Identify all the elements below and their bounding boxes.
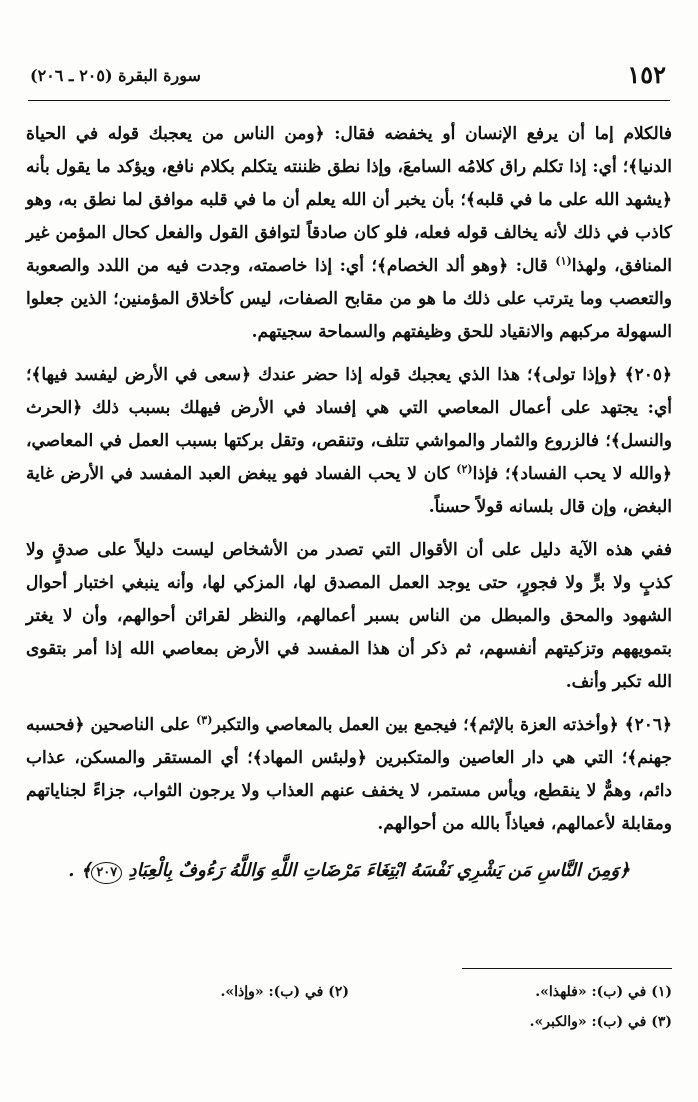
text-span: كان لا يحب الفساد فهو يبغض العبد المفسد في الأرض غاية البغض، وإن قال بلسانه قولاً حسناً. [26, 464, 672, 517]
footnote-row [26, 1007, 672, 1037]
quran-quote: ﴿ومن الناس من يعجبك قوله في الحياة الدنيا﴾ [26, 124, 672, 177]
quran-verse-text: ﴿وَمِنَ النَّاسِ مَن يَشْرِي نَفْسَهُ ابْتِغَاءَ مَرْضَاتِ اللَّهِ وَاللَّهُ رَءُوفٌ بِالْعِبَادِ [128, 860, 630, 881]
footnotes-section [26, 968, 672, 1037]
paragraph-2 [26, 359, 672, 524]
text-span: ؛ أي المستقر والمسكن، عذاب دائم، وهمٌّ لا ينقطع، ويأس مستمر، لا يخفف عنهم العذاب ولا يرجون الثواب، جزاءً لجناياتهم ومقابلة لأعمالهم، فعياذاً بالله من أحوالهم. [26, 748, 672, 834]
footnote-ref-1[interactable]: (١) [555, 254, 572, 268]
quran-verse-close: ﴾ . [68, 860, 92, 881]
text-span: ؛ أي: إذا خاصمته، وجدت فيه من اللدد والصعوبة والتعصب وما يترتب على ذلك ما هو من مقابح الصفات، ليس كأخلاق المؤمنين؛ الذين جعلوا السهولة مركبهم والانقياد للحق وظيفتهم والسماحة سجيتهم. [26, 256, 672, 342]
paragraph-1 [26, 118, 672, 349]
text-span: ؛ فإذا [472, 464, 511, 484]
quran-quote: ﴿وهو ألد الخصام﴾ [376, 256, 509, 276]
main-text [26, 118, 672, 891]
page-header [28, 60, 670, 101]
text-span: على الناصحين [84, 715, 197, 735]
footnote-ref-2[interactable]: (٢) [456, 462, 473, 476]
text-span: فالكلام إما أن يرفع الإنسان أو يخفضه فقال: [324, 124, 673, 144]
text-span: ؛ فيجمع بين العمل بالمعاصي والتكبر [212, 715, 469, 735]
text-span: ؛ أي: يجتهد على أعمال المعاصي التي هي إفساد في الأرض فيهلك بسبب ذلك [26, 365, 672, 418]
running-title: سورة البقرة (٢٠٥ ـ ٢٠٦) [30, 66, 201, 85]
page-number: ١٥٢ [627, 60, 666, 89]
quran-quote: ﴿والله لا يحب الفساد﴾ [510, 464, 673, 484]
ayah-number-marker: ﴿٢٠٥﴾ [624, 365, 672, 385]
paragraph-4 [26, 709, 672, 841]
footnote-divider [462, 968, 672, 969]
text-span: ؛ فالزروع والثمار والمواشي تتلف، وتنقص، وتقل بركتها بسبب العمل في المعاصي، [26, 431, 611, 451]
text-span: ففي هذه الآية دليل على أن الأقوال التي تصدر من الأشخاص ليست دليلاً على صدقٍ ولا كذبٍ ولا برٍّ ولا فجورٍ، حتى يوجد العمل المصدق لها، المزكي لها، وأنه ينبغي اختبار أحوال الشهود والمحق والمبطل من الناس بسبر أعمالهم، والنظر لقرائن أحوالهم، وأن لا يغتر بتمويههم وتزكيتهم أنفسهم، ثم ذكر أن هذا المفسد في الأرض بمعاصي الله إذا أمر بتقوى الله تكبر وأنف. [26, 540, 672, 692]
text-span: ؛ أي: إذا تكلم راق كلامُه السامعَ، وإذا نطق ظننته يتكلم بكلام نافع، ويؤكد ما يقول بأنه [26, 157, 629, 177]
text-span: قال: [508, 256, 556, 276]
quran-quote: ﴿فحسبه جهنم﴾ [26, 715, 672, 768]
footnote-2: (٢) في (ب): «وإذا». [220, 984, 349, 1000]
ayah-number-marker: ﴿٢٠٦﴾ [624, 715, 673, 735]
text-span: ؛ بأن يخبر أن الله يعلم أن ما في قلبه موافق لما نطق به، وهو كاذب في ذلك لأنه يخالف قوله فعله، فلو كان صادقاً لتوافق القول والفعل كحال المؤمن غير المنافق، ولهذا [26, 190, 673, 276]
footnote-ref-3[interactable]: (٣) [196, 713, 213, 727]
quran-quote: ﴿يشهد الله على ما في قلبه﴾ [465, 190, 672, 210]
quran-quote: ﴿وإذا تولى﴾ [532, 365, 625, 385]
text-span: ؛ هذا الذي يعجبك قوله إذا حضر عندك [251, 365, 533, 385]
quran-quote: ﴿سعى في الأرض ليفسد فيها﴾ [31, 365, 252, 385]
quran-quote: ﴿ولبئس المهاد﴾ [252, 748, 367, 768]
paragraph-3 [26, 534, 672, 699]
footnote-3: (٣) في (ب): «والكبر». [529, 1014, 672, 1030]
footnote-row [26, 977, 672, 1007]
quran-quote: ﴿الحرث والنسل﴾ [26, 398, 672, 451]
ayah-number-circle: ٢٠٧ [91, 862, 122, 884]
text-span: ؛ التي هي دار العاصين والمتكبرين [366, 748, 628, 768]
footnote-1: (١) في (ب): «فلهذا». [535, 984, 672, 1000]
quran-verse-line [26, 851, 672, 891]
quran-quote: ﴿وأخذته العزة بالإثم﴾ [468, 715, 625, 735]
